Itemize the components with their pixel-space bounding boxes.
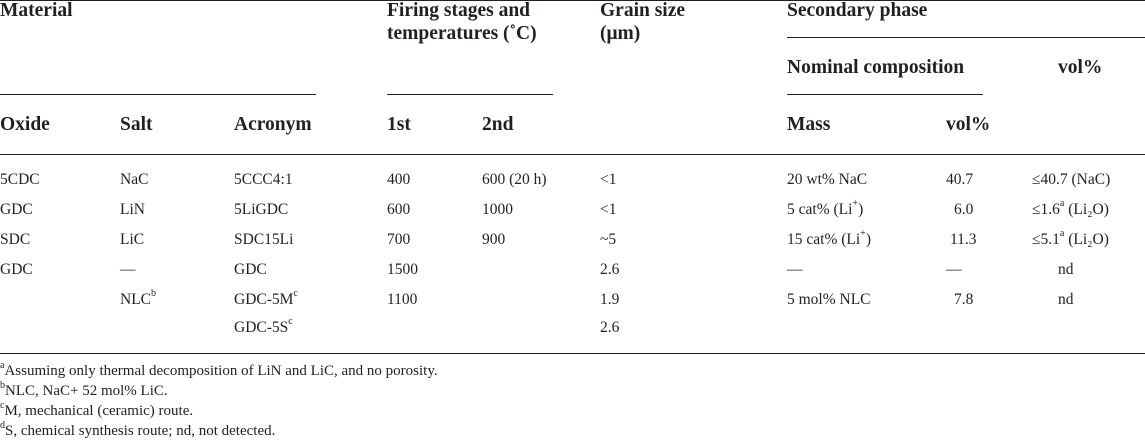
cell-vol: —: [946, 261, 962, 278]
header-oxide: Oxide: [0, 114, 50, 135]
footnote-marker: a: [1059, 228, 1065, 239]
cell-grain: 2.6: [600, 261, 620, 278]
footnote-c: $^c$M, mechanical (ceramic) route.: [0, 400, 194, 419]
cell-mass: 5 cat% (Li+): [787, 198, 864, 218]
cell-salt: NLC$^b$: [120, 288, 156, 308]
cell-acronym: GDC: [234, 261, 267, 278]
firing-rule: [387, 94, 553, 95]
cell-mass: 15 cat% (Li+): [787, 228, 871, 248]
cell-vol: 6.0: [954, 201, 974, 218]
cell-mass: 5 mol% NLC: [787, 291, 871, 308]
header-salt: Salt: [120, 114, 153, 135]
header-firing-line2: temperatures (˚C): [387, 23, 537, 44]
cell-oxide: GDC: [0, 201, 33, 218]
cell-vol-phase: ≤1.6$^a$ (Li₂O): [1032, 198, 1109, 218]
cell-mass: 20 wt% NaC: [787, 171, 868, 188]
header-second-stage: 2nd: [482, 114, 514, 135]
cell-temp-2nd: 900: [482, 231, 506, 248]
cell-oxide: GDC: [0, 261, 33, 278]
footnote-b: $^b$NLC, NaC+ 52 mol% LiC.: [0, 380, 168, 399]
nominal-rule: [787, 94, 983, 95]
cell-vol-phase: nd: [1058, 261, 1074, 278]
cell-acronym: SDC15Li: [234, 231, 294, 248]
header-grain-line2: (μm): [600, 23, 641, 44]
table-bottom-rule: [0, 353, 1145, 354]
secondary-phase-rule: [787, 37, 1145, 38]
footnote-marker: c: [0, 400, 5, 411]
cell-salt: LiN: [120, 201, 145, 218]
cell-salt: LiC: [120, 231, 145, 248]
cell-vol-phase: ≤40.7 (NaC): [1032, 171, 1111, 188]
header-material: Material: [0, 0, 73, 21]
header-acronym: Acronym: [234, 114, 312, 135]
header-grain-line1: Grain size: [600, 0, 686, 21]
cell-oxide: SDC: [0, 231, 31, 248]
cell-temp-1st: 1500: [387, 261, 418, 278]
cell-temp-1st: 400: [387, 171, 411, 188]
header-nominal-vol: vol%: [946, 114, 991, 135]
cell-grain: 2.6: [600, 319, 620, 336]
cell-temp-1st: 1100: [387, 291, 418, 308]
superscript: +: [852, 198, 859, 209]
cell-grain: 1.9: [600, 291, 620, 308]
footnote-marker: b: [0, 380, 5, 391]
header-bottom-rule: [0, 154, 1145, 155]
header-vol-percent: vol%: [1058, 57, 1103, 78]
cell-vol: 40.7: [946, 171, 974, 188]
cell-temp-2nd: 1000: [482, 201, 513, 218]
footnote-a: $^a$Assuming only thermal decomposition of LiN and LiC, and no porosity.: [0, 360, 438, 379]
cell-acronym: GDC-$5M^c$: [234, 288, 298, 308]
header-firing-line1: Firing stages and: [387, 0, 531, 21]
header-mass: Mass: [787, 114, 831, 135]
material-rule: [0, 94, 316, 95]
cell-oxide: 5CDC: [0, 171, 40, 188]
cell-vol-phase: ≤5.1$^a$ (Li₂O): [1032, 228, 1109, 248]
cell-temp-1st: 600: [387, 201, 411, 218]
cell-salt: —: [120, 261, 136, 278]
header-nominal-composition: Nominal composition: [787, 57, 965, 78]
footnote-marker: c: [288, 316, 293, 327]
footnote-marker: b: [151, 288, 156, 299]
cell-acronym: GDC-$5S^c$: [234, 316, 293, 336]
superscript: +: [860, 228, 866, 239]
cell-grain: ~5: [600, 231, 617, 248]
cell-vol: 7.8: [954, 291, 974, 308]
header-first-stage: 1st: [387, 114, 411, 135]
cell-temp-1st: 700: [387, 231, 411, 248]
cell-acronym: 5LiGDC: [234, 201, 289, 218]
cell-vol: 11.3: [950, 231, 977, 248]
cell-temp-2nd: 600 (20 h): [482, 171, 547, 188]
footnote-marker: a: [1059, 198, 1065, 209]
cell-mass: —: [787, 261, 803, 278]
cell-grain: <1: [600, 171, 617, 188]
footnote-marker: d: [0, 420, 5, 431]
table-top-rule: [0, 0, 1145, 1]
footnote-marker: c: [293, 288, 298, 299]
footnote-marker: a: [0, 360, 5, 371]
footnote-d: $^d$S, chemical synthesis route; nd, not detected.: [0, 420, 276, 439]
header-secondary-phase: Secondary phase: [787, 0, 928, 21]
cell-vol-phase: nd: [1058, 291, 1074, 308]
cell-acronym: 5CCC4:1: [234, 171, 293, 188]
cell-grain: <1: [600, 201, 617, 218]
cell-salt: NaC: [120, 171, 149, 188]
